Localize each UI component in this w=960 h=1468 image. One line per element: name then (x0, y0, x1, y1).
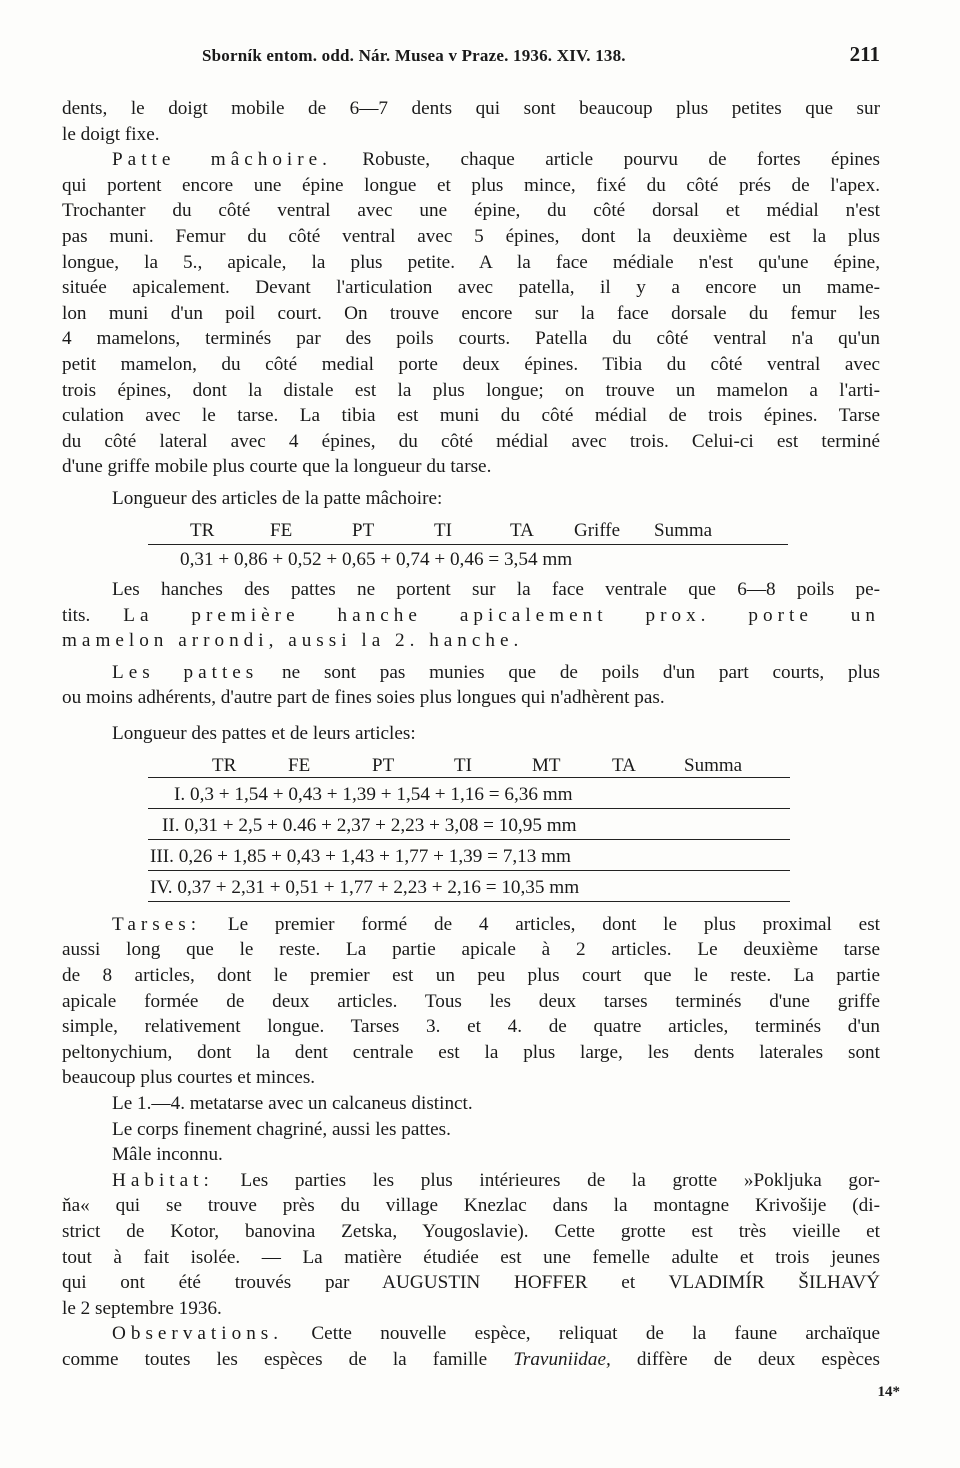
table-caption: Longueur des articles de la patte mâchoire: (112, 487, 443, 509)
running-head: Sborník entom. odd. Nár. Musea v Praze. 1936. XIV. 138. (202, 46, 626, 65)
table-row (62, 778, 880, 808)
short-line-metatarse: Le 1.—4. metatarse avec un calcaneus distinct. (112, 1093, 473, 1115)
text-line: peltonychium, dont la dent centrale est la plus large, les dents laterales sont (62, 1041, 880, 1063)
paragraph-patte-machoire (62, 147, 880, 480)
text-line: dents, le doigt mobile de 6—7 dents qui sont beaucoup plus petites que sur (62, 98, 880, 119)
text-line: pas muni. Femur du côté ventral avec 5 épines, dont la deuxième est la plus (62, 225, 880, 247)
text-line: longue, la 5., apicale, la plus petite. A la face médiale n'est qu'une épine, (62, 251, 880, 273)
signature-mark: 14* (877, 1384, 900, 1400)
text-fragment: tits. (62, 604, 124, 626)
text-line: strict de Kotor, banovina Zetska, Yougoslavie). Cette grotte est très vieille et (62, 1221, 880, 1242)
text-line: petit mamelon, du côté medial porte deux épines. Tibia du côté ventral avec (62, 353, 880, 375)
text-line: Les hanches des pattes ne portent sur la face ventrale que 6—8 poils pe- (112, 578, 880, 600)
text-line: apicale formée de deux articles. Tous les deux tarses terminés d'une griffe (62, 990, 880, 1012)
text-line: ňa« qui se trouve près du village Knezlac dans la montagne Krivošije (di- (62, 1195, 880, 1217)
text-line (62, 912, 880, 938)
column-header: TA (510, 519, 534, 541)
paragraph-tarses (62, 912, 880, 1091)
paragraph-hanches (62, 577, 880, 654)
spaced-heading: Habitat: (112, 1169, 214, 1191)
column-header: PT (352, 519, 375, 541)
text-fragment: diffère de deux espèces (610, 1348, 880, 1370)
paragraph-observations (62, 1321, 880, 1372)
text-line: 4 mamelons, terminés par des poils courts. Patella du côté ventral n'a qu'un (62, 328, 880, 350)
short-line-male: Mâle inconnu. (112, 1144, 223, 1166)
table-row (62, 545, 880, 571)
spaced-heading: Patte mâchoire. (112, 149, 332, 171)
table-row (62, 809, 880, 839)
text-line: simple, relativement longue. Tarses 3. et 4. de quatre articles, terminés d'un (62, 1016, 880, 1038)
taxon-name: Travuniidae, (513, 1348, 611, 1370)
table-header-row (62, 512, 880, 542)
column-header: Summa (684, 754, 743, 776)
page-header (62, 40, 880, 70)
column-header: TA (612, 754, 636, 776)
text-line (62, 603, 880, 629)
table-cell: III. 0,26 + 1,85 + 0,43 + 1,43 + 1,77 + 1,39 = 7,13 mm (150, 845, 571, 867)
spaced-heading: Tarses: (112, 913, 202, 935)
text-line (62, 147, 880, 173)
text-line: qui ont été trouvés par AUGUSTIN HOFFER et VLADIMÍR ŠILHAVÝ (62, 1272, 880, 1294)
text-line: trois épines, dont la distale est la plus longue; on trouve un mamelon a l'arti- (62, 379, 880, 401)
text-line: lon muni d'un poil court. On trouve encore sur la face dorsale du femur les (62, 302, 880, 324)
column-header: TR (190, 519, 215, 541)
text-line: beaucoup plus courtes et minces. (62, 1067, 316, 1089)
text-line (62, 660, 880, 686)
table-pattes (62, 717, 880, 902)
text-fragment: Robuste, chaque article pourvu de fortes épines (331, 149, 880, 171)
table-cell: IV. 0,37 + 2,31 + 0,51 + 1,77 + 2,23 + 2,16 = 10,35 mm (150, 876, 580, 898)
column-header: FE (270, 519, 293, 541)
text-line: aussi long que le reste. La partie apicale à 2 articles. Le deuxième tarse (62, 939, 880, 961)
column-header: Griffe (574, 519, 621, 541)
text-line: le doigt fixe. (62, 123, 160, 145)
page (62, 0, 880, 1468)
text-line: tout à fait isolée. — La matière étudiée est une femelle adulte et trois jeunes (62, 1246, 880, 1268)
table-cell: 0,31 + 0,86 + 0,52 + 0,65 + 0,74 + 0,46 = 3,54 mm (180, 548, 573, 570)
text-fragment: Les parties les plus intérieures de la grotte »Pokljuka gor- (213, 1169, 880, 1191)
text-line: le 2 septembre 1936. (62, 1297, 222, 1319)
column-header: TR (212, 754, 237, 776)
text-line (62, 1321, 880, 1347)
spaced-heading: Les pattes (112, 661, 259, 683)
text-fragment: Le premier formé de 4 articles, dont le plus proximal est (201, 913, 880, 935)
paragraph-habitat (62, 1168, 880, 1322)
table-patte-machoire (62, 486, 880, 571)
spaced-text: La première hanche apicalement prox. porte un (123, 604, 880, 626)
text-line: qui portent encore une épine longue et plus mince, fixé du côté prés de l'apex. (62, 174, 880, 196)
text-fragment: ne sont pas munies que de poils d'un part courts, plus (258, 661, 880, 683)
column-header: PT (372, 754, 395, 776)
text-fragment: Cette nouvelle espèce, reliquat de la faune archaïque (283, 1323, 880, 1345)
table-row (62, 840, 880, 870)
text-line: située apicalement. Devant l'articulation avec patella, il y a encore un mame- (62, 277, 880, 299)
column-header: MT (532, 754, 561, 776)
paragraph-pattes (62, 660, 880, 711)
page-body (62, 96, 880, 1373)
text-line: mamelon arrondi, aussi la 2. hanche. (62, 630, 524, 652)
paragraph-dents (62, 96, 880, 147)
text-fragment: comme toutes les espèces de la famille (62, 1348, 514, 1370)
text-line: de 8 articles, dont le premier est un peu plus court que le reste. La partie (62, 965, 880, 987)
short-line-corps: Le corps finement chagriné, aussi les pattes. (112, 1118, 451, 1140)
column-header: TI (454, 754, 472, 776)
table-cell: I. 0,3 + 1,54 + 0,43 + 1,39 + 1,54 + 1,16 = 6,36 mm (174, 783, 573, 805)
table-caption: Longueur des pattes et de leurs articles: (112, 722, 416, 744)
table-cell: II. 0,31 + 2,5 + 0.46 + 2,37 + 2,23 + 3,08 = 10,95 mm (162, 814, 577, 836)
table-rule (148, 901, 790, 902)
text-line (62, 1168, 880, 1194)
text-line (62, 1347, 880, 1373)
text-line: du côté lateral avec 4 épines, du côté médial avec trois. Celui-ci est terminé (62, 430, 880, 452)
spaced-heading: Observations. (112, 1323, 284, 1345)
text-line: ou moins adhérents, d'autre part de fines soies plus longues qui n'adhèrent pas. (62, 687, 665, 709)
column-header: TI (434, 519, 452, 541)
column-header: Summa (654, 519, 713, 541)
page-number: 211 (849, 42, 880, 66)
text-line: d'une griffe mobile plus courte que la longueur du tarse. (62, 456, 492, 478)
text-line: culation avec le tarse. La tibia est muni du côté médial de trois épines. Tarse (62, 405, 880, 427)
column-header: FE (288, 754, 311, 776)
table-header-row (62, 747, 880, 777)
table-row (62, 871, 880, 901)
text-line: Trochanter du côté ventral avec une épine, du côté dorsal et médial n'est (62, 200, 880, 222)
